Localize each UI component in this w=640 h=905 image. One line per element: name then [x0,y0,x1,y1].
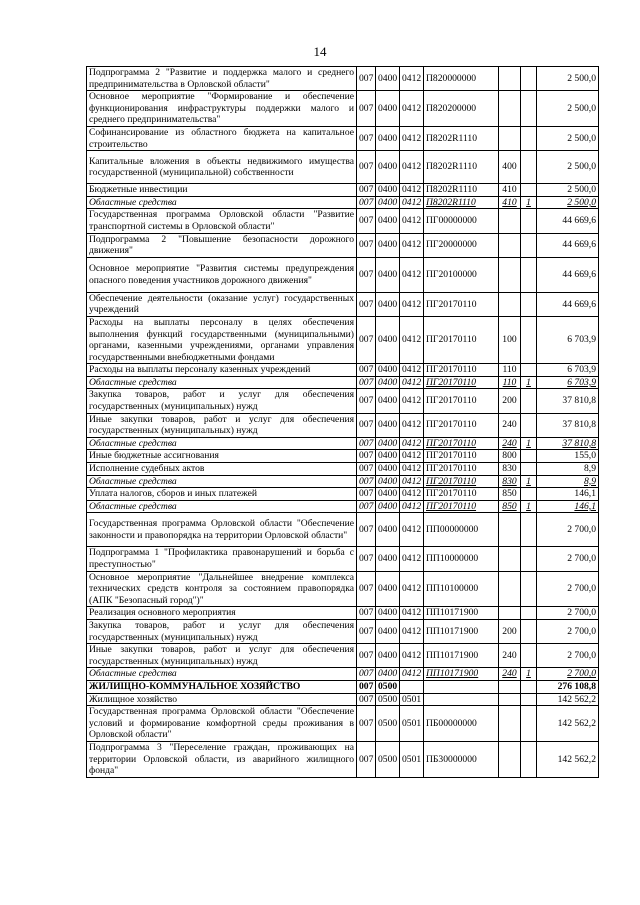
cell-vr: 400 [499,151,521,184]
cell-name: Иные закупки товаров, работ и услуг для обеспечения государственных (муниципальных) нужд [87,644,357,668]
cell-amount: 2 700,0 [537,571,599,607]
table-row [87,209,599,233]
cell-section: 0400 [376,257,400,292]
cell-source: 1 [521,437,537,450]
cell-amount: 2 500,0 [537,151,599,184]
cell-gov: 007 [357,364,376,377]
cell-name: Областные средства [87,376,357,389]
cell-csr: ПГ20100000 [424,257,499,292]
table-row [87,376,599,389]
cell-amount: 155,0 [537,450,599,463]
cell-subsection: 0412 [400,184,424,197]
cell-gov: 007 [357,475,376,488]
table-row [87,513,599,547]
cell-source [521,607,537,620]
cell-name: Софинансирование из областного бюджета на капитальное строительство [87,126,357,150]
cell-name: Расходы на выплаты персоналу в целях обеспечения выполнения функций государственными (муниципальными) органами, казенными учреждениями, органами управления государственными внебюджетными фондами [87,316,357,363]
cell-subsection: 0412 [400,389,424,413]
cell-name: ЖИЛИЩНО-КОММУНАЛЬНОЕ ХОЗЯЙСТВО [87,680,357,693]
table-row [87,571,599,607]
cell-csr: ПГ20170110 [424,475,499,488]
cell-gov: 007 [357,619,376,643]
budget-table-body [87,67,599,778]
cell-name: Областные средства [87,500,357,513]
cell-name: Основное мероприятие "Развития системы предупреждения опасного поведения участников дорожного движения" [87,257,357,292]
cell-vr [499,680,521,693]
table-row [87,389,599,413]
cell-gov: 007 [357,257,376,292]
cell-source [521,547,537,571]
cell-source [521,233,537,257]
cell-amount: 2 500,0 [537,196,599,209]
cell-gov: 007 [357,607,376,620]
cell-amount: 2 700,0 [537,619,599,643]
cell-section: 0400 [376,151,400,184]
table-row [87,257,599,292]
cell-csr: ПГ20170110 [424,292,499,316]
cell-section: 0400 [376,571,400,607]
cell-source [521,364,537,377]
table-row [87,196,599,209]
cell-subsection: 0412 [400,668,424,681]
cell-gov: 007 [357,233,376,257]
cell-subsection: 0412 [400,257,424,292]
cell-source: 1 [521,668,537,681]
cell-csr: ПГ20170110 [424,413,499,437]
cell-csr: ПГ20170110 [424,437,499,450]
cell-section: 0400 [376,488,400,501]
cell-amount: 2 500,0 [537,91,599,127]
cell-amount: 8,9 [537,475,599,488]
cell-section: 0400 [376,67,400,91]
table-row [87,413,599,437]
cell-source [521,571,537,607]
cell-section: 0400 [376,292,400,316]
cell-vr: 410 [499,196,521,209]
cell-section: 0400 [376,316,400,363]
cell-vr: 200 [499,619,521,643]
cell-section: 0400 [376,209,400,233]
cell-gov: 007 [357,91,376,127]
cell-source: 1 [521,475,537,488]
cell-amount: 146,1 [537,488,599,501]
cell-source [521,693,537,706]
cell-vr: 410 [499,184,521,197]
cell-gov: 007 [357,292,376,316]
cell-csr: ПГ20170110 [424,500,499,513]
cell-csr: ПГ20170110 [424,488,499,501]
cell-amount: 2 500,0 [537,67,599,91]
cell-csr: П8202R1110 [424,196,499,209]
cell-name: Жилищное хозяйство [87,693,357,706]
cell-vr [499,209,521,233]
cell-name: Подпрограмма 2 "Повышение безопасности дорожного движения" [87,233,357,257]
table-row [87,668,599,681]
cell-csr [424,693,499,706]
cell-source [521,126,537,150]
cell-source [521,741,537,777]
cell-amount: 142 562,2 [537,693,599,706]
cell-csr: П820200000 [424,91,499,127]
cell-amount: 37 810,8 [537,389,599,413]
cell-subsection: 0412 [400,67,424,91]
cell-section: 0400 [376,184,400,197]
cell-amount: 44 669,6 [537,257,599,292]
cell-csr: ПБ30000000 [424,741,499,777]
cell-csr: ПГ20170110 [424,463,499,476]
cell-vr [499,67,521,91]
cell-section: 0400 [376,644,400,668]
cell-csr: ПП10000000 [424,547,499,571]
cell-source [521,450,537,463]
cell-name: Иные закупки товаров, работ и услуг для обеспечения государственных (муниципальных) нужд [87,413,357,437]
cell-subsection: 0412 [400,376,424,389]
cell-gov: 007 [357,184,376,197]
cell-name: Обеспечение деятельности (оказание услуг) государственных учреждений [87,292,357,316]
table-row [87,644,599,668]
cell-subsection: 0412 [400,463,424,476]
cell-vr [499,292,521,316]
cell-section: 0400 [376,413,400,437]
cell-source [521,513,537,547]
cell-vr [499,607,521,620]
cell-source [521,463,537,476]
cell-name: Подпрограмма 1 "Профилактика правонарушений и борьба с преступностью" [87,547,357,571]
cell-subsection: 0501 [400,693,424,706]
cell-source: 1 [521,500,537,513]
table-row [87,500,599,513]
cell-subsection: 0501 [400,741,424,777]
table-row [87,547,599,571]
cell-name: Областные средства [87,437,357,450]
cell-amount: 2 500,0 [537,126,599,150]
cell-gov: 007 [357,668,376,681]
cell-amount: 276 108,8 [537,680,599,693]
cell-source [521,413,537,437]
cell-csr: П8202R1110 [424,184,499,197]
table-row [87,233,599,257]
cell-section: 0400 [376,475,400,488]
table-row [87,126,599,150]
cell-section: 0400 [376,513,400,547]
cell-section: 0400 [376,619,400,643]
cell-amount: 37 810,8 [537,413,599,437]
cell-vr [499,233,521,257]
cell-name: Реализация основного мероприятия [87,607,357,620]
cell-section: 0400 [376,437,400,450]
table-row [87,184,599,197]
cell-vr: 110 [499,376,521,389]
cell-vr: 240 [499,437,521,450]
cell-subsection: 0412 [400,488,424,501]
cell-name: Капитальные вложения в объекты недвижимого имущества государственной (муниципальной) собственности [87,151,357,184]
table-row [87,693,599,706]
cell-amount: 44 669,6 [537,233,599,257]
cell-name: Подпрограмма 2 "Развитие и поддержка малого и среднего предпринимательства в Орловской области" [87,67,357,91]
cell-source [521,706,537,742]
table-row [87,437,599,450]
cell-vr: 240 [499,644,521,668]
cell-gov: 007 [357,463,376,476]
cell-vr [499,257,521,292]
cell-gov: 007 [357,741,376,777]
cell-amount: 6 703,9 [537,316,599,363]
cell-name: Государственная программа Орловской области "Развитие транспортной системы в Орловской области" [87,209,357,233]
cell-source: 1 [521,376,537,389]
cell-subsection: 0501 [400,706,424,742]
table-row [87,706,599,742]
cell-vr: 100 [499,316,521,363]
table-row [87,680,599,693]
cell-name: Государственная программа Орловской области "Обеспечение условий и формирование комфортной среды проживания в Орловской области" [87,706,357,742]
cell-amount: 8,9 [537,463,599,476]
cell-vr [499,547,521,571]
cell-csr: ПП10171900 [424,619,499,643]
cell-name: Областные средства [87,668,357,681]
cell-amount: 44 669,6 [537,292,599,316]
cell-section: 0400 [376,463,400,476]
table-row [87,450,599,463]
cell-section: 0400 [376,233,400,257]
cell-subsection: 0412 [400,364,424,377]
cell-section: 0400 [376,668,400,681]
cell-gov: 007 [357,500,376,513]
table-row [87,292,599,316]
table-row [87,619,599,643]
cell-section: 0500 [376,680,400,693]
cell-gov: 007 [357,151,376,184]
cell-subsection: 0412 [400,475,424,488]
cell-gov: 007 [357,316,376,363]
table-row [87,475,599,488]
cell-csr: ПГ20170110 [424,364,499,377]
cell-section: 0400 [376,126,400,150]
cell-gov: 007 [357,680,376,693]
cell-csr: ПГ20170110 [424,316,499,363]
table-row [87,364,599,377]
table-row [87,316,599,363]
cell-section: 0500 [376,706,400,742]
cell-amount: 2 700,0 [537,513,599,547]
cell-vr: 830 [499,475,521,488]
cell-gov: 007 [357,376,376,389]
cell-csr: ПП10171900 [424,668,499,681]
cell-section: 0400 [376,196,400,209]
cell-gov: 007 [357,706,376,742]
cell-amount: 37 810,8 [537,437,599,450]
cell-vr [499,571,521,607]
cell-source [521,488,537,501]
cell-subsection: 0412 [400,126,424,150]
cell-vr [499,126,521,150]
cell-section: 0400 [376,389,400,413]
cell-csr: ПГ20170110 [424,450,499,463]
cell-source [521,389,537,413]
cell-csr: ПГ00000000 [424,209,499,233]
cell-csr: П8202R1110 [424,126,499,150]
cell-vr: 110 [499,364,521,377]
cell-source [521,91,537,127]
cell-name: Расходы на выплаты персоналу казенных учреждений [87,364,357,377]
cell-name: Закупка товаров, работ и услуг для обеспечения государственных (муниципальных) нужд [87,389,357,413]
cell-csr: ПГ20170110 [424,389,499,413]
cell-section: 0400 [376,376,400,389]
cell-name: Основное мероприятие "Дальнейшее внедрение комплекса технических средств контроля за состоянием правопорядка (АПК "Безопасный город")" [87,571,357,607]
cell-gov: 007 [357,547,376,571]
cell-name: Иные бюджетные ассигнования [87,450,357,463]
cell-gov: 007 [357,644,376,668]
cell-gov: 007 [357,389,376,413]
cell-csr [424,680,499,693]
cell-source [521,257,537,292]
cell-amount: 142 562,2 [537,741,599,777]
cell-vr [499,91,521,127]
cell-vr: 200 [499,389,521,413]
cell-vr [499,741,521,777]
cell-amount: 2 700,0 [537,547,599,571]
cell-subsection: 0412 [400,413,424,437]
cell-amount: 2 500,0 [537,184,599,197]
table-row [87,463,599,476]
cell-subsection: 0412 [400,437,424,450]
cell-name: Подпрограмма 3 "Переселение граждан, проживающих на территории Орловской области, из аварийного жилищного фонда" [87,741,357,777]
cell-csr: ПП00000000 [424,513,499,547]
cell-csr: П8202R1110 [424,151,499,184]
cell-name: Бюджетные инвестиции [87,184,357,197]
cell-name: Закупка товаров, работ и услуг для обеспечения государственных (муниципальных) нужд [87,619,357,643]
cell-amount: 6 703,9 [537,364,599,377]
cell-name: Основное мероприятие "Формирование и обеспечение функционирования инфраструктуры поддержки малого и среднего предпринимательства" [87,91,357,127]
cell-gov: 007 [357,693,376,706]
cell-gov: 007 [357,126,376,150]
cell-amount: 2 700,0 [537,607,599,620]
cell-vr: 240 [499,668,521,681]
budget-table [86,66,599,778]
cell-subsection: 0412 [400,292,424,316]
cell-gov: 007 [357,67,376,91]
cell-gov: 007 [357,513,376,547]
cell-section: 0400 [376,91,400,127]
cell-section: 0400 [376,547,400,571]
cell-subsection: 0412 [400,91,424,127]
cell-source [521,619,537,643]
cell-gov: 007 [357,413,376,437]
cell-name: Уплата налогов, сборов и иных платежей [87,488,357,501]
cell-section: 0500 [376,741,400,777]
cell-source [521,67,537,91]
cell-name: Областные средства [87,196,357,209]
cell-name: Исполнение судебных актов [87,463,357,476]
cell-subsection: 0412 [400,571,424,607]
cell-subsection: 0412 [400,450,424,463]
cell-csr: П820000000 [424,67,499,91]
table-row [87,488,599,501]
cell-vr: 240 [499,413,521,437]
cell-amount: 6 703,9 [537,376,599,389]
page-number: 14 [313,44,327,59]
cell-amount: 142 562,2 [537,706,599,742]
cell-source [521,292,537,316]
cell-vr [499,513,521,547]
cell-subsection: 0412 [400,151,424,184]
cell-vr: 850 [499,488,521,501]
table-row [87,151,599,184]
cell-vr [499,706,521,742]
cell-subsection: 0412 [400,644,424,668]
cell-gov: 007 [357,488,376,501]
cell-source [521,316,537,363]
cell-source [521,680,537,693]
cell-source [521,644,537,668]
cell-source: 1 [521,196,537,209]
cell-vr [499,693,521,706]
cell-gov: 007 [357,571,376,607]
cell-subsection: 0412 [400,619,424,643]
cell-gov: 007 [357,437,376,450]
cell-gov: 007 [357,450,376,463]
cell-vr: 830 [499,463,521,476]
table-row [87,741,599,777]
cell-subsection: 0412 [400,607,424,620]
cell-subsection [400,680,424,693]
cell-csr: ПП10171900 [424,644,499,668]
cell-subsection: 0412 [400,500,424,513]
table-row [87,607,599,620]
table-row [87,91,599,127]
cell-source [521,184,537,197]
cell-subsection: 0412 [400,513,424,547]
cell-subsection: 0412 [400,209,424,233]
cell-subsection: 0412 [400,233,424,257]
cell-vr: 800 [499,450,521,463]
cell-section: 0400 [376,364,400,377]
cell-csr: ПГ20000000 [424,233,499,257]
cell-subsection: 0412 [400,196,424,209]
cell-gov: 007 [357,196,376,209]
table-row [87,67,599,91]
cell-subsection: 0412 [400,547,424,571]
cell-subsection: 0412 [400,316,424,363]
cell-vr: 850 [499,500,521,513]
cell-name: Областные средства [87,475,357,488]
cell-csr: ПБ00000000 [424,706,499,742]
cell-section: 0400 [376,450,400,463]
cell-amount: 44 669,6 [537,209,599,233]
cell-csr: ПП10171900 [424,607,499,620]
cell-name: Государственная программа Орловской области "Обеспечение законности и правопорядка на территории Орловской области" [87,513,357,547]
cell-source [521,209,537,233]
cell-csr: ПП10100000 [424,571,499,607]
cell-source [521,151,537,184]
cell-gov: 007 [357,209,376,233]
cell-section: 0400 [376,607,400,620]
cell-section: 0400 [376,500,400,513]
cell-section: 0500 [376,693,400,706]
cell-amount: 2 700,0 [537,668,599,681]
cell-amount: 146,1 [537,500,599,513]
cell-amount: 2 700,0 [537,644,599,668]
cell-csr: ПГ20170110 [424,376,499,389]
